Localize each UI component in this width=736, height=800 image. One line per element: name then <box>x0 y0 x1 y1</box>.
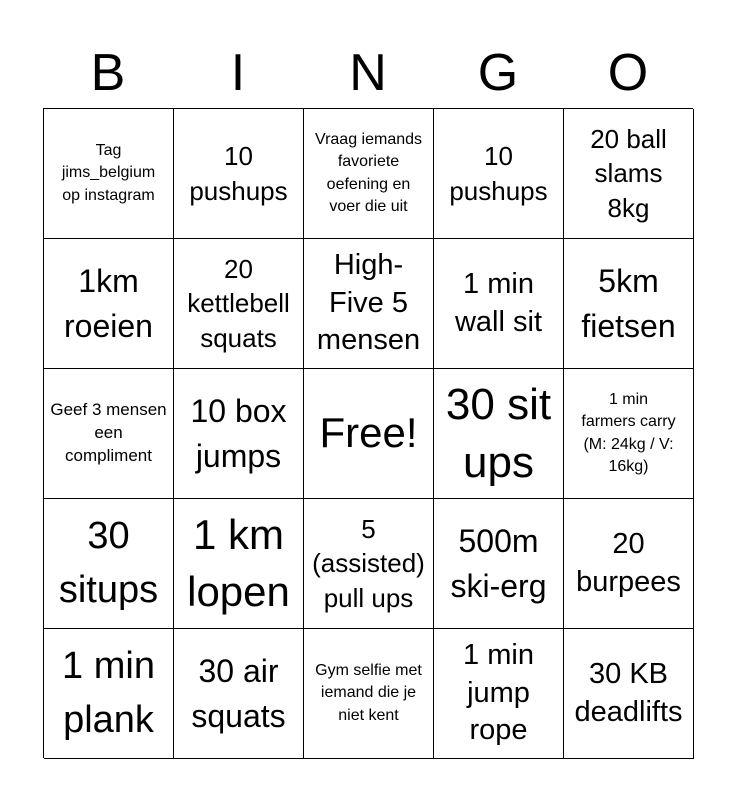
bingo-cell[interactable] <box>44 629 174 759</box>
bingo-cell[interactable] <box>174 499 304 629</box>
bingo-cell-text: Geef 3 mensen een compliment <box>50 400 167 465</box>
bingo-cell[interactable] <box>44 499 174 629</box>
bingo-cell-text: 30 sit ups <box>445 380 552 487</box>
bingo-cell-text: Vraag iemands favoriete oefening en voer die uit <box>314 130 423 215</box>
bingo-cell-text: 20 ball slams 8kg <box>590 124 667 223</box>
bingo-cell[interactable] <box>44 369 174 499</box>
bingo-cell-text: 30 KB deadlifts <box>574 657 683 728</box>
bingo-cell-text: 30 situps <box>58 515 159 611</box>
bingo-cell[interactable] <box>434 629 564 759</box>
bingo-cell[interactable] <box>174 369 304 499</box>
bingo-cell[interactable] <box>434 369 564 499</box>
bingo-card-grid <box>43 108 693 758</box>
bingo-cell[interactable] <box>564 369 694 499</box>
bingo-cell[interactable] <box>434 239 564 369</box>
bingo-cell-text: 5 (assisted) pull ups <box>312 514 425 613</box>
bingo-cell[interactable] <box>304 629 434 759</box>
bingo-cell[interactable] <box>304 239 434 369</box>
bingo-cell-text: 500m ski-erg <box>450 522 547 604</box>
bingo-cell-text: Gym selfie met iemand die je niet kent <box>315 661 422 724</box>
bingo-cell-text: 5km fietsen <box>581 262 676 344</box>
bingo-cell-text: 1 min farmers carry (M: 24kg / V: 16kg) <box>581 390 676 475</box>
free-space-cell[interactable] <box>304 369 434 499</box>
header-letter-n: N <box>349 44 387 102</box>
bingo-cell-text: High-Five 5 mensen <box>316 248 421 357</box>
header-letter-i: I <box>230 44 246 102</box>
free-space-text: Free! <box>319 409 418 457</box>
bingo-cell[interactable] <box>564 239 694 369</box>
bingo-cell[interactable] <box>564 629 694 759</box>
bingo-cell-text: 10 box jumps <box>190 392 287 474</box>
bingo-cell-text: Tag jims_belgium op instagram <box>61 141 156 204</box>
bingo-cell-text: 1 min wall sit <box>454 267 542 338</box>
header-letter-g: G <box>477 44 519 102</box>
bingo-cell[interactable] <box>564 109 694 239</box>
bingo-header <box>43 40 693 106</box>
bingo-cell-text: 10 pushups <box>189 141 288 206</box>
bingo-cell-text: 30 air squats <box>191 652 286 734</box>
bingo-cell[interactable] <box>44 239 174 369</box>
bingo-cell[interactable] <box>434 499 564 629</box>
bingo-cell-text: 1 km lopen <box>187 510 290 615</box>
bingo-cell-text: 20 kettlebell squats <box>187 254 290 353</box>
bingo-cell[interactable] <box>174 629 304 759</box>
bingo-cell[interactable] <box>304 499 434 629</box>
header-letter-o: O <box>607 44 649 102</box>
bingo-cell[interactable] <box>304 109 434 239</box>
header-letter-b: B <box>90 44 126 102</box>
bingo-cell[interactable] <box>564 499 694 629</box>
bingo-cell[interactable] <box>174 109 304 239</box>
bingo-cell-text: 20 burpees <box>576 527 681 598</box>
bingo-cell[interactable] <box>434 109 564 239</box>
bingo-cell-text: 1km roeien <box>64 262 153 344</box>
bingo-cell[interactable] <box>174 239 304 369</box>
bingo-cell-text: 1 min jump rope <box>463 638 534 747</box>
bingo-cell-text: 1 min plank <box>62 645 155 741</box>
bingo-cell[interactable] <box>44 109 174 239</box>
bingo-cell-text: 10 pushups <box>449 141 548 206</box>
